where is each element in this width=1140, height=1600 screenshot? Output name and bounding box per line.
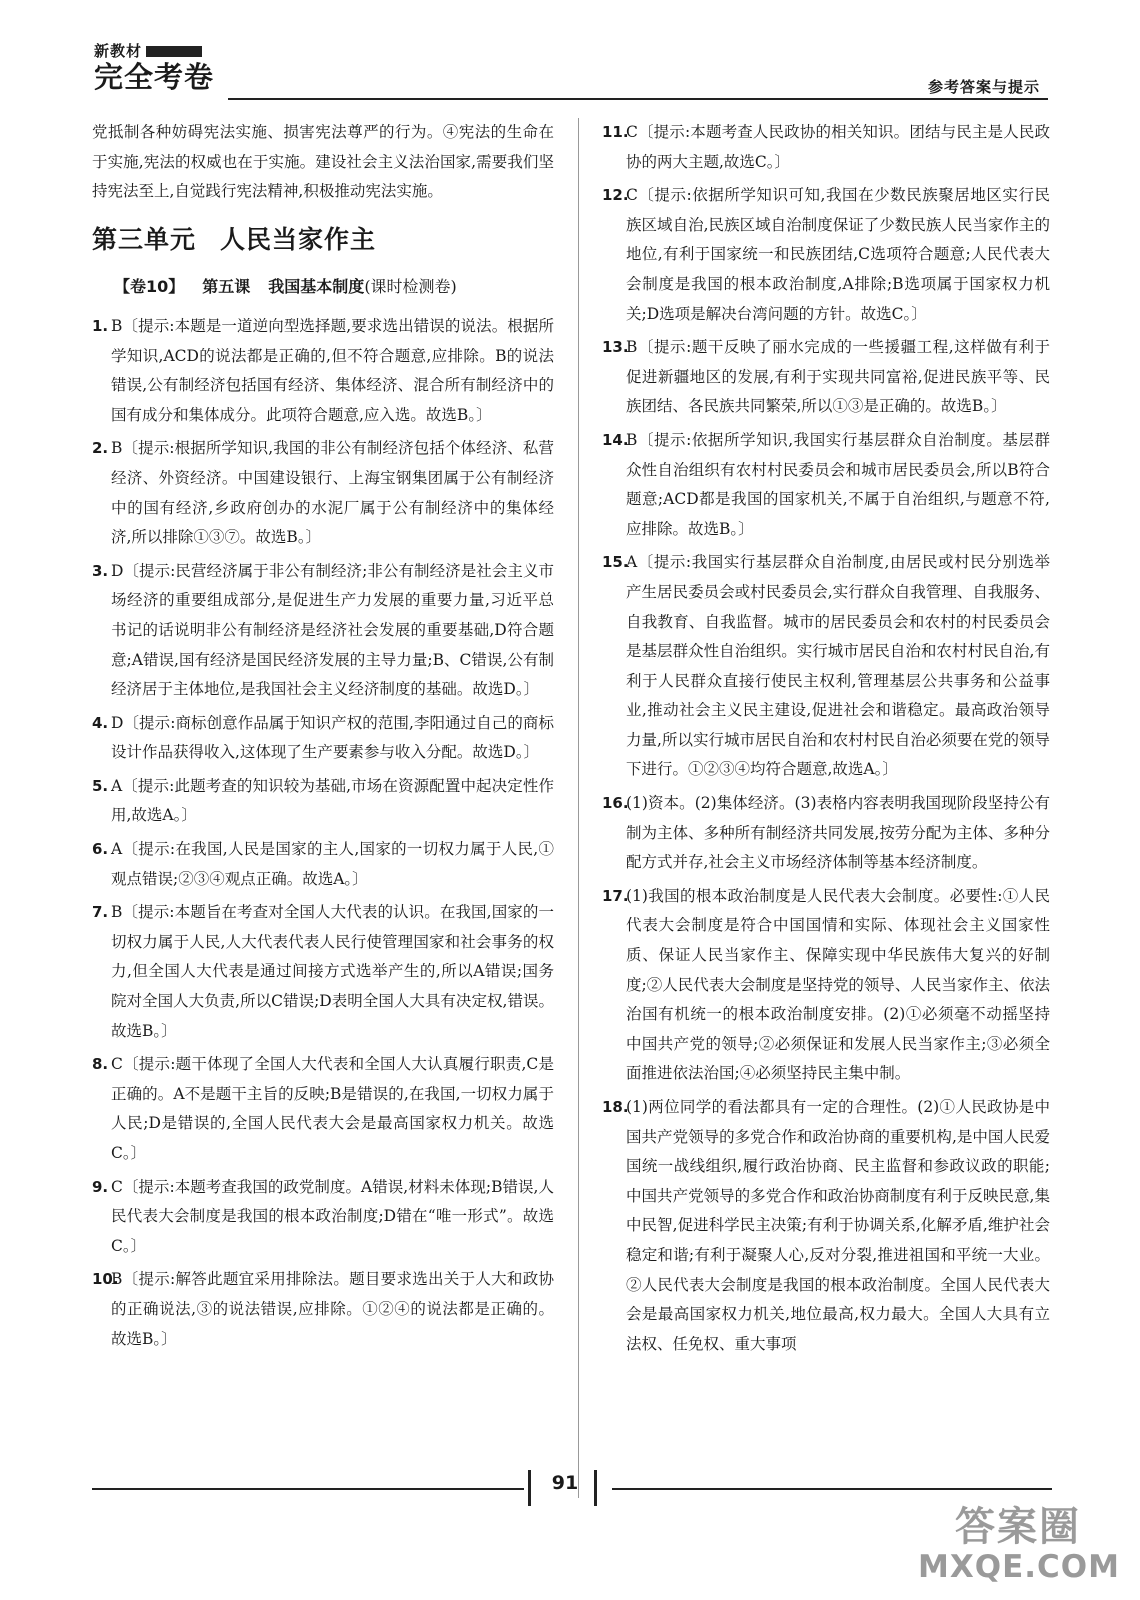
answer-item bbox=[92, 1265, 554, 1354]
watermark-url: MXQE.COM bbox=[918, 1549, 1121, 1585]
answer-item bbox=[92, 312, 554, 430]
brand-logo bbox=[94, 40, 214, 93]
answer-number: 15. bbox=[602, 553, 629, 572]
answer-text: C〔提示:依据所学知识可知,我国在少数民族聚居地区实行民族区域自治,民族区域自治制度保证了少数民族人民当家作主的地位,有利于国家统一和民族团结,C选项符合题意;人民代表大会制度是我国的根本政治制度,A排除;B选项属于国家权力机关;D选项是解决台湾问题的方针。故选C。〕 bbox=[626, 186, 1050, 323]
answer-text: (1)我国的根本政治制度是人民代表大会制度。必要性:①人民代表大会制度是符合中国国情和实际、体现社会主义国家性质、保证人民当家作主、保障实现中华民族伟大复兴的好制度;②人民代表大会制度是坚持党的领导、人民当家作主、依法治国有机统一的根本政治制度安排。(2)①必须毫不动摇坚持中国共产党的领导;②必须保证和发展人民当家作主;③必须全面推进依法治国;④必须坚持民主集中制。 bbox=[626, 886, 1050, 1083]
footer-rule-left bbox=[92, 1488, 524, 1490]
footer-bar-left bbox=[528, 1470, 531, 1506]
answer-number: 9. bbox=[92, 1177, 109, 1196]
answer-number: 8. bbox=[92, 1055, 109, 1074]
answer-number: 7. bbox=[92, 903, 109, 922]
unit-title: 第三单元 人民当家作主 bbox=[92, 224, 377, 254]
answer-item bbox=[92, 898, 554, 1046]
answer-item bbox=[602, 882, 1050, 1089]
answer-item bbox=[92, 1050, 554, 1168]
answer-item bbox=[602, 181, 1050, 329]
right-answer-list bbox=[602, 118, 1050, 1359]
answer-number: 1. bbox=[92, 316, 109, 335]
answer-text: (1)资本。(2)集体经济。(3)表格内容表明我国现阶段坚持公有制为主体、多种所有制经济共同发展,按劳分配为主体、多种分配方式并存,社会主义市场经济体制等基本经济制度。 bbox=[626, 794, 1050, 872]
answer-text: D〔提示:民营经济属于非公有制经济;非公有制经济是社会主义市场经济的重要组成部分,是促进生产力发展的重要力量,习近平总书记的话说明非公有制经济是经济社会发展的重要基础,D符合题意;A错误,国有经济是国民经济发展的主导力量;B、C错误,公有制经济居于主体地位,是我国社会主义经济制度的基础。故选D。〕 bbox=[111, 561, 554, 699]
brand-top-text: 新教材 bbox=[94, 40, 214, 61]
answer-number: 16. bbox=[602, 794, 629, 813]
answer-number: 10. bbox=[92, 1270, 119, 1289]
answer-number: 4. bbox=[92, 713, 109, 732]
answer-text: C〔提示:本题考查人民政协的相关知识。团结与民主是人民政协的两大主题,故选C。〕 bbox=[626, 123, 1050, 171]
answer-text: C〔提示:本题考查我国的政党制度。A错误,材料未体现;B错误,人民代表大会制度是我国的根本政治制度;D错在“唯一形式”。故选C。〕 bbox=[111, 1177, 554, 1255]
answer-text: A〔提示:此题考查的知识较为基础,市场在资源配置中起决定性作用,故选A。〕 bbox=[111, 776, 554, 825]
answer-text: (1)两位同学的看法都具有一定的合理性。(2)①人民政协是中国共产党领导的多党合作和政治协商的重要机构,是中国人民爱国统一战线组织,履行政治协商、民主监督和参政议政的职能;中国共产党领导的多党合作和政治协商制度有利于反映民意,集中民智,促进科学民主决策;有利于协调关系,化解矛盾,维护社会稳定和谐;有利于凝聚人心,反对分裂,推进祖国和平统一大业。②人民代表大会制度是我国的根本政治制度。全国人民代表大会是最高国家权力机关,地位最高,权力最大。全国人大具有立法权、任免权、重大事项 bbox=[626, 1098, 1050, 1353]
brand-bar-decoration bbox=[146, 46, 202, 57]
answer-item bbox=[602, 548, 1050, 785]
answer-text: B〔提示:解答此题宜采用排除法。题目要求选出关于人大和政协的正确说法,③的说法错误,应排除。①②④的说法都是正确的。故选B。〕 bbox=[111, 1270, 554, 1348]
footer-rule-right bbox=[612, 1488, 1052, 1490]
answer-item bbox=[602, 1093, 1050, 1359]
answer-item bbox=[602, 333, 1050, 422]
column-divider bbox=[578, 118, 579, 1498]
watermark-title: 答案圈 bbox=[955, 1504, 1081, 1550]
answer-item bbox=[92, 709, 554, 768]
answer-number: 11. bbox=[602, 123, 629, 141]
page-number: 91 bbox=[551, 1472, 579, 1494]
footer-bar-right bbox=[594, 1470, 597, 1506]
answer-item bbox=[92, 835, 554, 894]
left-answer-list bbox=[92, 312, 554, 1354]
answer-text: A〔提示:我国实行基层群众自治制度,由居民或村民分别选举产生居民委员会或村民委员会,实行群众自我管理、自我服务、自我教育、自我监督。城市的居民委员会和农村的村民委员会是基层群众性自治组织。实行城市居民自治和农村村民自治,有利于人民群众直接行使民主权利,管理基层公共事务和公益事业,推动社会主义民主建设,促进社会和谐稳定。最高政治领导力量,所以实行城市居民自治和农村村民自治必须要在党的领导下进行。①②③④均符合题意,故选A。〕 bbox=[626, 553, 1050, 779]
answer-text: C〔提示:题干体现了全国人大代表和全国人大认真履行职责,C是正确的。A不是题干主旨的反映;B是错误的,在我国,一切权力属于人民;D是错误的,全国人民代表大会是最高国家权力机关。故选C。〕 bbox=[111, 1055, 554, 1162]
answer-text: B〔提示:本题旨在考查对全国人大代表的认识。在我国,国家的一切权力属于人民,人大代表代表人民行使管理国家和社会事务的权力,但全国人大代表是通过间接方式选举产生的,所以A错误;国务院对全国人大负责,所以C错误;D表明全国人大具有决定权,错误。故选B。〕 bbox=[111, 903, 554, 1040]
watermark-logo bbox=[918, 1504, 1121, 1585]
answer-text: B〔提示:依据所学知识,我国实行基层群众自治制度。基层群众性自治组织有农村村民委员会和城市居民委员会,所以B符合题意;ACD都是我国的国家机关,不属于自治组织,与题意不符,应排除。故选B。〕 bbox=[626, 430, 1050, 538]
answer-item bbox=[602, 426, 1050, 544]
answer-number: 17. bbox=[602, 886, 629, 905]
answer-item bbox=[602, 118, 1050, 177]
answer-number: 5. bbox=[92, 776, 109, 795]
answer-text: B〔提示:本题是一道逆向型选择题,要求选出错误的说法。根据所学知识,ACD的说法都是正确的,但不符合题意,应排除。B的说法错误,公有制经济包括国有经济、集体经济、混合所有制经济中的国有成分和集体成分。此项符合题意,应入选。故选B。〕 bbox=[111, 316, 554, 424]
answer-number: 3. bbox=[92, 561, 109, 580]
brand-main-text: 完全考卷 bbox=[94, 60, 215, 94]
answer-number: 12. bbox=[602, 186, 629, 205]
right-column bbox=[602, 118, 1050, 1363]
answer-number: 13. bbox=[602, 338, 629, 357]
answer-item bbox=[92, 557, 554, 705]
answer-number: 14. bbox=[602, 430, 629, 449]
continuation-paragraph: 党抵制各种妨碍宪法实施、损害宪法尊严的行为。④宪法的生命在于实施,宪法的权威也在于实施。建设社会主义法治国家,需要我们坚持宪法至上,自觉践行宪法精神,积极推动宪法实施。 bbox=[92, 123, 554, 201]
left-column bbox=[92, 118, 554, 1358]
header-rule bbox=[228, 98, 1048, 100]
section-title: 【卷10】 第五课 我国基本制度(课时检测卷) bbox=[114, 277, 457, 297]
answer-text: B〔提示:根据所学知识,我国的非公有制经济包括个体经济、私营经济、外资经济。中国建设银行、上海宝钢集团属于公有制经济中的国有经济,乡政府创办的水泥厂属于公有制经济中的集体经济,所以排除①③⑦。故选B。〕 bbox=[111, 439, 554, 547]
answer-item bbox=[92, 1173, 554, 1262]
answer-item bbox=[92, 772, 554, 831]
answer-text: B〔提示:题干反映了丽水完成的一些援疆工程,这样做有利于促进新疆地区的发展,有利于实现共同富裕,促进民族平等、民族团结、各民族共同繁荣,所以①③是正确的。故选B。〕 bbox=[626, 338, 1050, 416]
answer-number: 6. bbox=[92, 840, 109, 859]
answer-text: D〔提示:商标创意作品属于知识产权的范围,李阳通过自己的商标设计作品获得收入,这体现了生产要素参与收入分配。故选D。〕 bbox=[111, 713, 554, 762]
answer-number: 18. bbox=[602, 1098, 629, 1116]
answer-text: A〔提示:在我国,人民是国家的主人,国家的一切权力属于人民,①观点错误;②③④观点正确。故选A。〕 bbox=[111, 840, 554, 888]
answer-item bbox=[602, 789, 1050, 878]
answer-number: 2. bbox=[92, 439, 109, 458]
answer-item bbox=[92, 434, 554, 552]
header-section-title: 参考答案与提示 bbox=[927, 78, 1040, 96]
